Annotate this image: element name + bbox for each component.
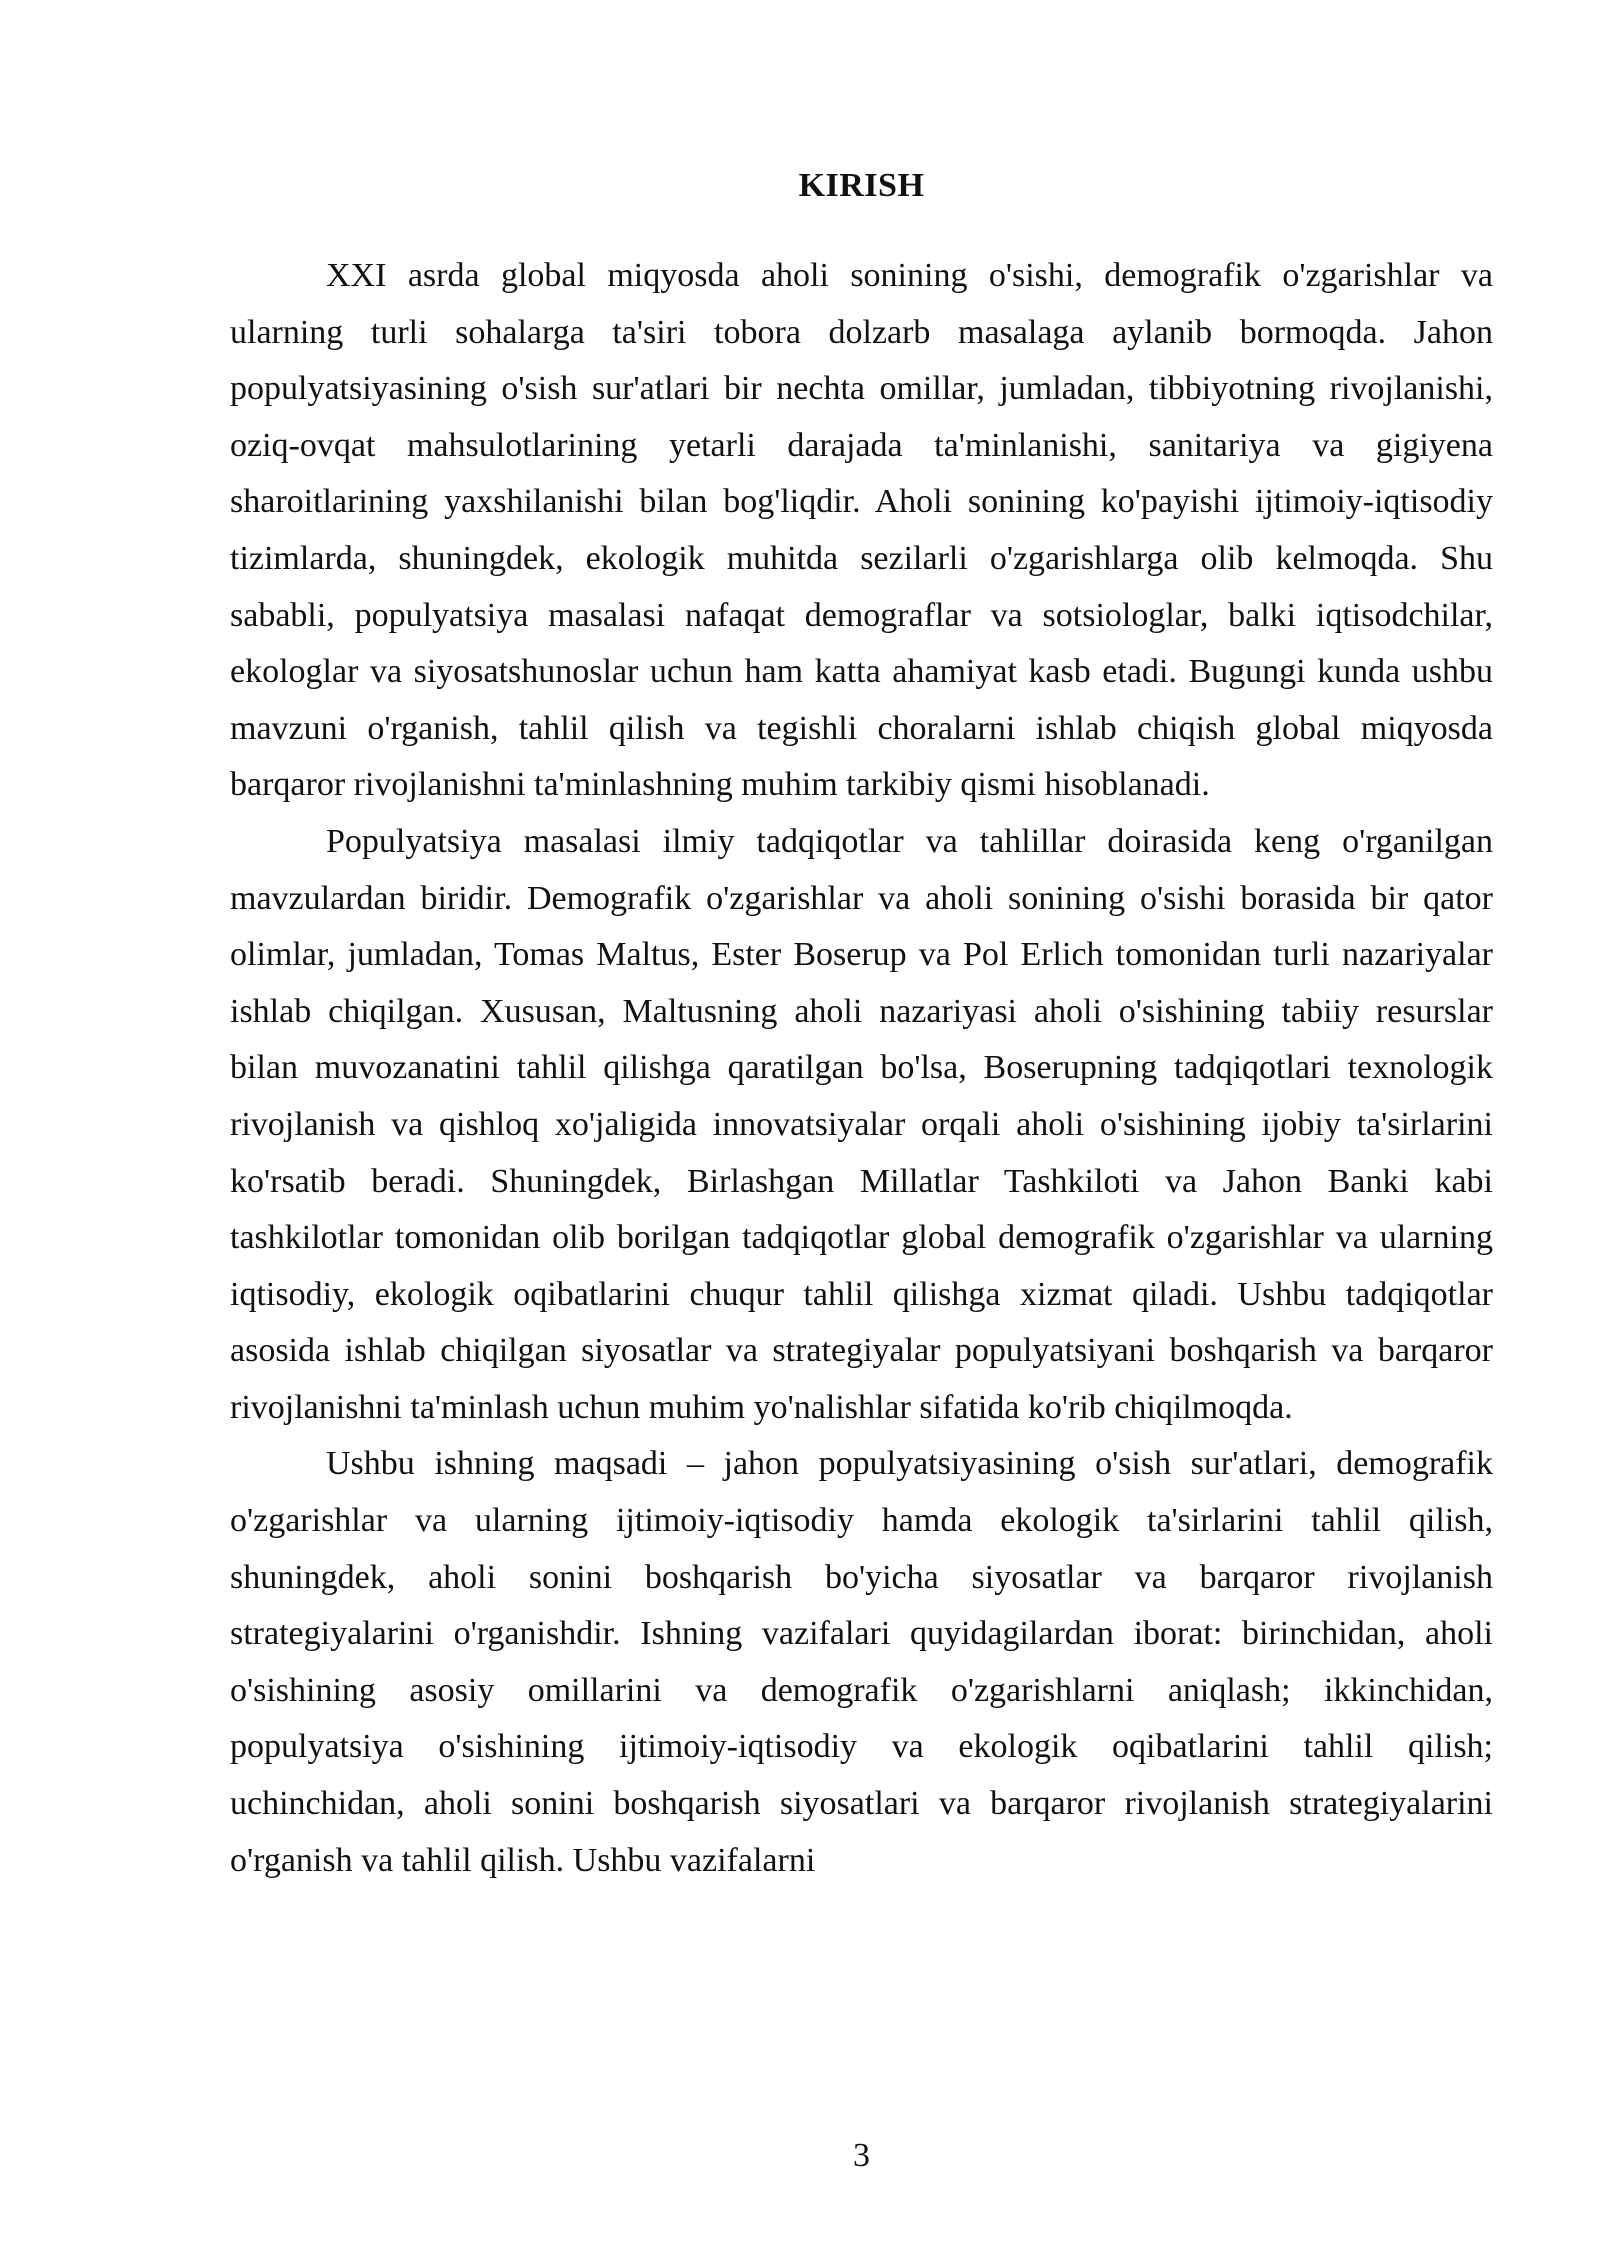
paragraph-3: Ushbu ishning maqsadi – jahon populyatsiyasining o'sish sur'atlari, demografik o'zgarishlar va ularning ijtimoiy-iqtisodiy hamda ekologik ta'sirlarini tahlil qilish, shuningdek, aholi sonini boshqarish bo'yicha siyosatlar va barqaror rivojlanish strategiyalarini o'rganishdir. Ishning vazifalari quyidagilardan iborat: birinchidan, aholi o'sishining asosiy omillarini va demografik o'zgarishlarni aniqlash; ikkinchidan, populyatsiya o'sishining ijtimoiy-iqtisodiy va ekologik oqibatlarini tahlil qilish; uchinchidan, aholi sonini boshqarish siyosatlari va barqaror rivojlanish strategiyalarini o'rganish va tahlil qilish. Ushbu vazifalarni <box>230 1445 1493 1879</box>
page-number: 3 <box>853 2137 870 2174</box>
paragraph-2: Populyatsiya masalasi ilmiy tadqiqotlar va tahlillar doirasida keng o'rganilgan mavzulardan biridir. Demografik o'zgarishlar va aholi sonining o'sishi borasida bir qator olimlar, jumladan, Tomas Maltus, Ester Boserup va Pol Erlich tomonidan turli nazariyalar ishlab chiqilgan. Xususan, Maltusning aholi nazariyasi aholi o'sishining tabiiy resurslar bilan muvozanatini tahlil qilishga qaratilgan bo'lsa, Boserupning tadqiqotlari texnologik rivojlanish va qishloq xo'jaligida innovatsiyalar orqali aholi o'sishining ijobiy ta'sirlarini ko'rsatib beradi. Shuningdek, Birlashgan Millatlar Tashkiloti va Jahon Banki kabi tashkilotlar tomonidan olib borilgan tadqiqotlar global demografik o'zgarishlar va ularning iqtisodiy, ekologik oqibatlarini chuqur tahlil qilishga xizmat qiladi. Ushbu tadqiqotlar asosida ishlab chiqilgan siyosatlar va strategiyalar populyatsiyani boshqarish va barqaror rivojlanishni ta'minlash uchun muhim yo'nalishlar sifatida ko'rib chiqilmoqda. <box>230 822 1493 1426</box>
section-title: KIRISH <box>798 167 925 204</box>
body-text <box>230 248 1493 1889</box>
paragraph-1: XXI asrda global miqyosda aholi sonining o'sishi, demografik o'zgarishlar va ularning turli sohalarga ta'siri tobora dolzarb masalaga aylanib bormoqda. Jahon populyatsiyasining o'sish sur'atlari bir nechta omillar, jumladan, tibbiyotning rivojlanishi, oziq-ovqat mahsulotlarining yetarli darajada ta'minlanishi, sanitariya va gigiyena sharoitlarining yaxshilanishi bilan bog'liqdir. Aholi sonining ko'payishi ijtimoiy-iqtisodiy tizimlarda, shuningdek, ekologik muhitda sezilarli o'zgarishlarga olib kelmoqda. Shu sababli, populyatsiya masalasi nafaqat demograflar va sotsiologlar, balki iqtisodchilar, ekologlar va siyosatshunoslar uchun ham katta ahamiyat kasb etadi. Bugungi kunda ushbu mavzuni o'rganish, tahlil qilish va tegishli choralarni ishlab chiqish global miqyosda barqaror rivojlanishni ta'minlashning muhim tarkibiy qismi hisoblanadi. <box>230 257 1493 804</box>
